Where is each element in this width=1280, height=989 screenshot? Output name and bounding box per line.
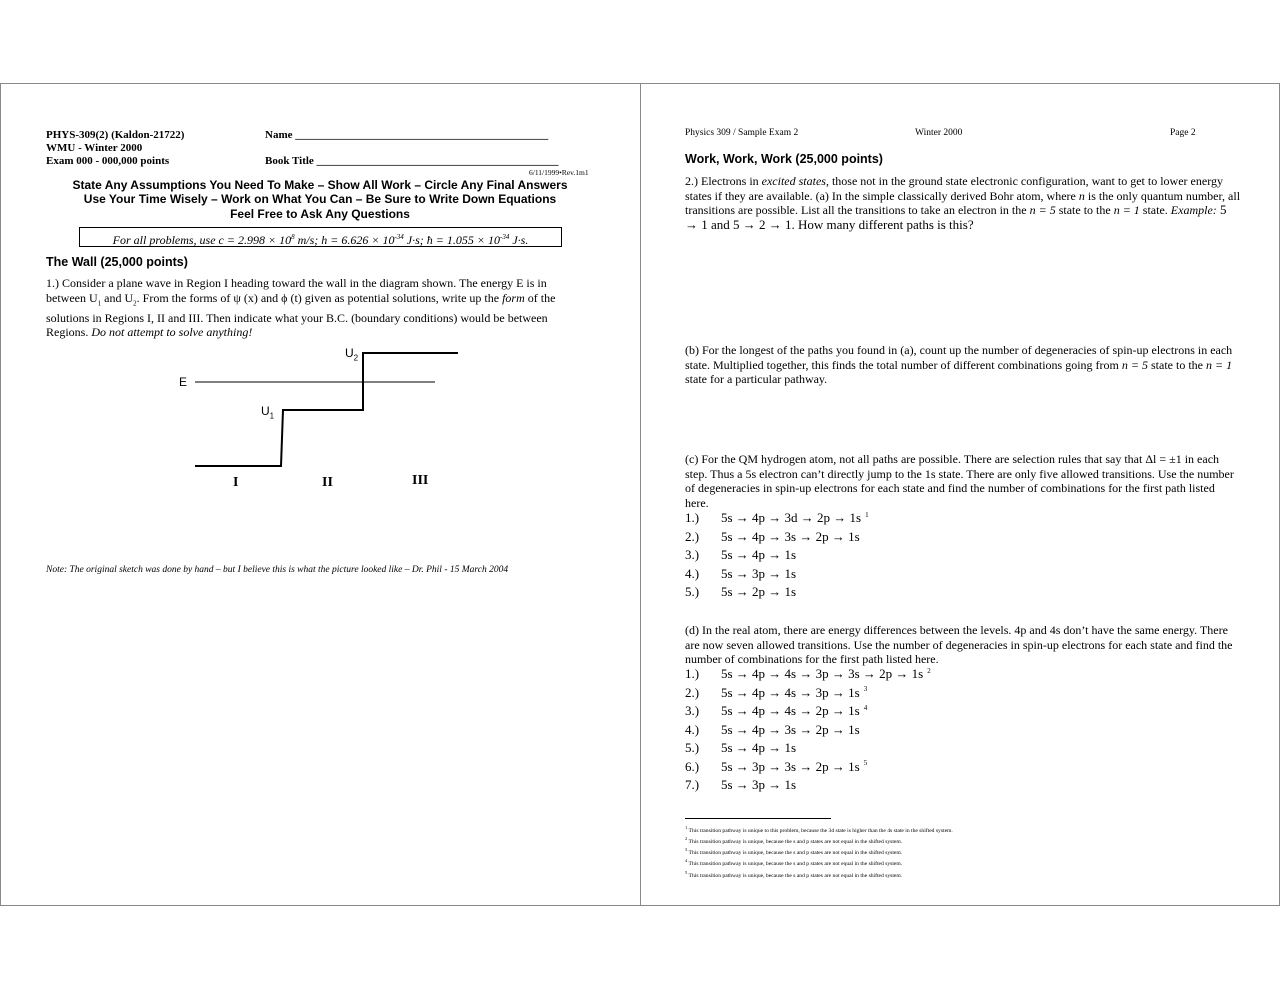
revision-stamp: 6/11/1999•Rev.1m1 [529, 168, 589, 177]
path-d-item-path: 5s → 4p → 3s → 2p → 1s [721, 721, 860, 737]
q2b-n1: n = 1 [1205, 357, 1233, 372]
right-header-term: Winter 2000 [915, 128, 963, 138]
transition-list-c [685, 510, 1225, 605]
q2a-s4: state to the [1055, 203, 1114, 218]
q2a-n1: n = 1 [1113, 203, 1140, 218]
q2b-s3: state for a particular pathway. [685, 372, 828, 387]
path-d-item-number: 4.) [685, 721, 700, 737]
footnote-text: This transition pathway is unique to this problem, because the 3d state is higher than the 4s state in the shifted system. [687, 827, 953, 834]
path-d-item-path: 5s → 4p → 1s [721, 740, 797, 755]
q2a-s3: is the only quantum number, all transitions are possible. List all the transitions to take an electron in the [685, 188, 1241, 218]
path-d-item-path: 5s → 3p → 1s [721, 777, 797, 792]
footnote-line [685, 869, 1245, 880]
exam-label: Exam 000 - 000,000 points [46, 155, 170, 167]
u2-subscript: 2 [353, 353, 359, 363]
q2a-excited: excited states [761, 174, 826, 188]
footnote-text: This transition pathway is unique, because the s and p states are not equal in the shifted system. [687, 872, 903, 879]
path-c-item [685, 510, 1225, 529]
footnote-marker: 5 [863, 759, 868, 768]
path-d-item-number: 1.) [685, 666, 700, 681]
u1-subscript: 1 [269, 411, 275, 421]
footnote-line [685, 824, 1245, 835]
p1-sub2: 2 [133, 298, 137, 307]
path-d-item-path: 5s → 4p → 4s → 3p → 1s $^3$ [721, 684, 868, 700]
u2-letter: U [345, 346, 354, 360]
section-title-wall: The Wall (25,000 points) [46, 255, 188, 269]
path-c-item [685, 584, 1225, 603]
q2b-n5: n = 5 [1121, 357, 1148, 372]
constants-c: For all problems, use c = 2.998 × 10 [112, 233, 292, 247]
question-2c: (c) For the QM hydrogen atom, not all paths are possible. There are selection rules that say that Δl = ±1 in each step. Thus a 5s electron can’t directly jump to the 1s state. There are only five allowed transitions. Use the number of degeneracies in spin-up electrons for each state and find the number of combinations for the first path listed here. [685, 452, 1234, 510]
region-iii-label: III [412, 473, 429, 488]
path-d-item-path: 5s → 4p → 4s → 2p → 1s $^4$ [721, 703, 868, 718]
path-d-item-number: 7.) [685, 777, 700, 792]
section-title-work: Work, Work, Work (25,000 points) [685, 152, 883, 166]
question-2a [685, 174, 1241, 232]
course-id: PHYS-309(2) (Kaldon-21722) [46, 129, 185, 141]
path-c-item-path: 5s → 3p → 1s [721, 565, 797, 581]
path-c-item [685, 529, 1225, 548]
footnote-mark: 2 [685, 836, 688, 842]
sketch-note: Note: The original sketch was done by hand – but I believe this is what the picture looked like – Dr. Phil - 15 March 2004 [46, 565, 509, 575]
instructions-line-2: Use Your Time Wisely – Work on What You Can – Be Sure to Write Down Equations [83, 192, 557, 206]
q2b-s1: (b) For the longest of the paths you found in (a), count up the number of degeneracies of spin-up electrons in each state. Multiplied together, this finds the total number of different combinations going from [685, 343, 1233, 372]
constants-hbar: J·s; ħ = 1.055 × 10 [403, 233, 500, 247]
path-c-item-path: 5s → 4p → 1s [721, 547, 797, 562]
footnote-marker: 2 [927, 666, 931, 675]
path-d-item [685, 740, 1225, 759]
path-d-item [685, 703, 1225, 722]
region-ii-label: II [322, 475, 333, 490]
q2a-example: Example: [1170, 203, 1217, 218]
p1-seg1: 1.) Consider a plane wave in Region I heading toward the wall in the diagram shown. The energy E is in between U [46, 276, 547, 305]
potential-step-line [195, 353, 458, 466]
transition-list-d [685, 666, 1225, 798]
term: WMU - Winter 2000 [46, 142, 143, 154]
footnote-marker: 4 [863, 703, 868, 712]
right-header-course: Physics 309 / Sample Exam 2 [685, 128, 799, 138]
path-c-item-number: 4.) [685, 565, 700, 581]
region-i-label: I [233, 475, 239, 490]
path-c-item-number: 2.) [685, 528, 700, 544]
q2a-s2: , those not in the ground state electronic configuration, want to get to lower energy states if they are available. (a) In the simple classically derived Bohr atom, where [685, 174, 1223, 203]
u2-label [345, 346, 358, 362]
constants-h: m/s; h = 6.626 × 10 [294, 233, 395, 247]
p1-seg3: . From the forms of ψ (x) and ϕ (t) given as potential solutions, write up the [136, 290, 503, 305]
p1-seg2: and U [101, 290, 134, 305]
path-c-item-path: 5s → 4p → 3s → 2p → 1s [721, 528, 860, 544]
footnote-line [685, 846, 1245, 857]
footnote-text: This transition pathway is unique, because the s and p states are not equal in the shifted system. [687, 839, 903, 846]
path-c-item-path: 5s → 2p → 1s [721, 584, 797, 599]
p1-seg4: of the solutions in Regions I, II and III. Then indicate what your B.C. (boundary conditions) would be between Regions. [46, 290, 556, 340]
path-d-item [685, 685, 1225, 704]
path-d-item-path: 5s → 3p → 3s → 2p → 1s $^5$ [721, 758, 868, 774]
footnote-text: This transition pathway is unique, because the s and p states are not equal in the shifted system. [687, 850, 903, 857]
path-d-item [685, 666, 1225, 685]
constants-unit: J·s. [509, 233, 529, 247]
energy-label: E [179, 375, 188, 389]
path-d-item [685, 722, 1225, 741]
path-c-item [685, 547, 1225, 566]
q2a-s1: 2.) Electrons in [685, 174, 762, 188]
path-d-item-number: 3.) [685, 703, 700, 718]
path-d-item-number: 5.) [685, 740, 700, 755]
path-c-item-path: 5s → 4p → 3d → 2p → 1s $^1$ [721, 510, 869, 525]
path-c-item-number: 1.) [685, 510, 700, 525]
book-title-field[interactable]: Book Title ____________________________________________ [265, 155, 559, 167]
footnote-mark: 5 [685, 869, 688, 875]
q2b-s2: state to the [1148, 357, 1206, 372]
q2a-n5: n = 5 [1029, 203, 1056, 218]
path-c-item [685, 566, 1225, 585]
p1-italic-tail: Do not attempt to solve anything! [91, 325, 253, 340]
footnote-mark: 1 [685, 825, 688, 830]
p1-form: form [502, 290, 525, 305]
footnote-line [685, 835, 1245, 846]
instructions-line-3: Feel Free to Ask Any Questions [230, 207, 410, 221]
footnotes [685, 824, 1245, 880]
footnote-text: This transition pathway is unique, because the s and p states are not equal in the shifted system. [687, 861, 903, 868]
path-d-item-number: 6.) [685, 758, 700, 774]
name-field[interactable]: Name ______________________________________________ [265, 129, 549, 141]
c-exponent: 8 [291, 233, 295, 241]
page-divider [640, 83, 641, 906]
footnote-marker: 3 [863, 685, 868, 694]
u1-label [261, 404, 274, 420]
footnote-mark: 4 [685, 858, 688, 864]
footnote-marker: 1 [865, 510, 869, 519]
question-2b [685, 343, 1241, 387]
footnote-separator [685, 818, 831, 819]
path-c-item-number: 3.) [685, 547, 700, 562]
right-header-page: Page 2 [1170, 128, 1196, 138]
hbar-exponent: -34 [499, 233, 510, 241]
instructions-line-1: State Any Assumptions You Need To Make – Show All Work – Circle Any Final Answers [72, 178, 568, 192]
path-d-item [685, 777, 1225, 796]
u1-letter: U [261, 404, 270, 418]
h-exponent: -34 [394, 233, 404, 241]
path-d-item-path: 5s → 4p → 4s → 3p → 3s → 2p → 1s $^2$ [721, 666, 931, 681]
q2a-s5: state. [1139, 203, 1171, 218]
footnote-mark: 3 [685, 847, 688, 853]
footnote-line [685, 857, 1245, 868]
q2a-n: n [1078, 188, 1085, 203]
question-2d: (d) In the real atom, there are energy differences between the levels. 4p and 4s don’t have the same energy. There are now seven allowed transitions. Use the number of degeneracies in spin-up electrons for each state and find the number of combinations for the first path listed here. [685, 623, 1233, 667]
path-d-item-number: 2.) [685, 684, 700, 700]
q2a-s6: 5 → 1 and 5 → 2 → 1. How many different paths is this? [685, 202, 1227, 232]
path-c-item-number: 5.) [685, 584, 700, 599]
path-d-item [685, 759, 1225, 778]
p1-sub1: 1 [97, 298, 102, 307]
